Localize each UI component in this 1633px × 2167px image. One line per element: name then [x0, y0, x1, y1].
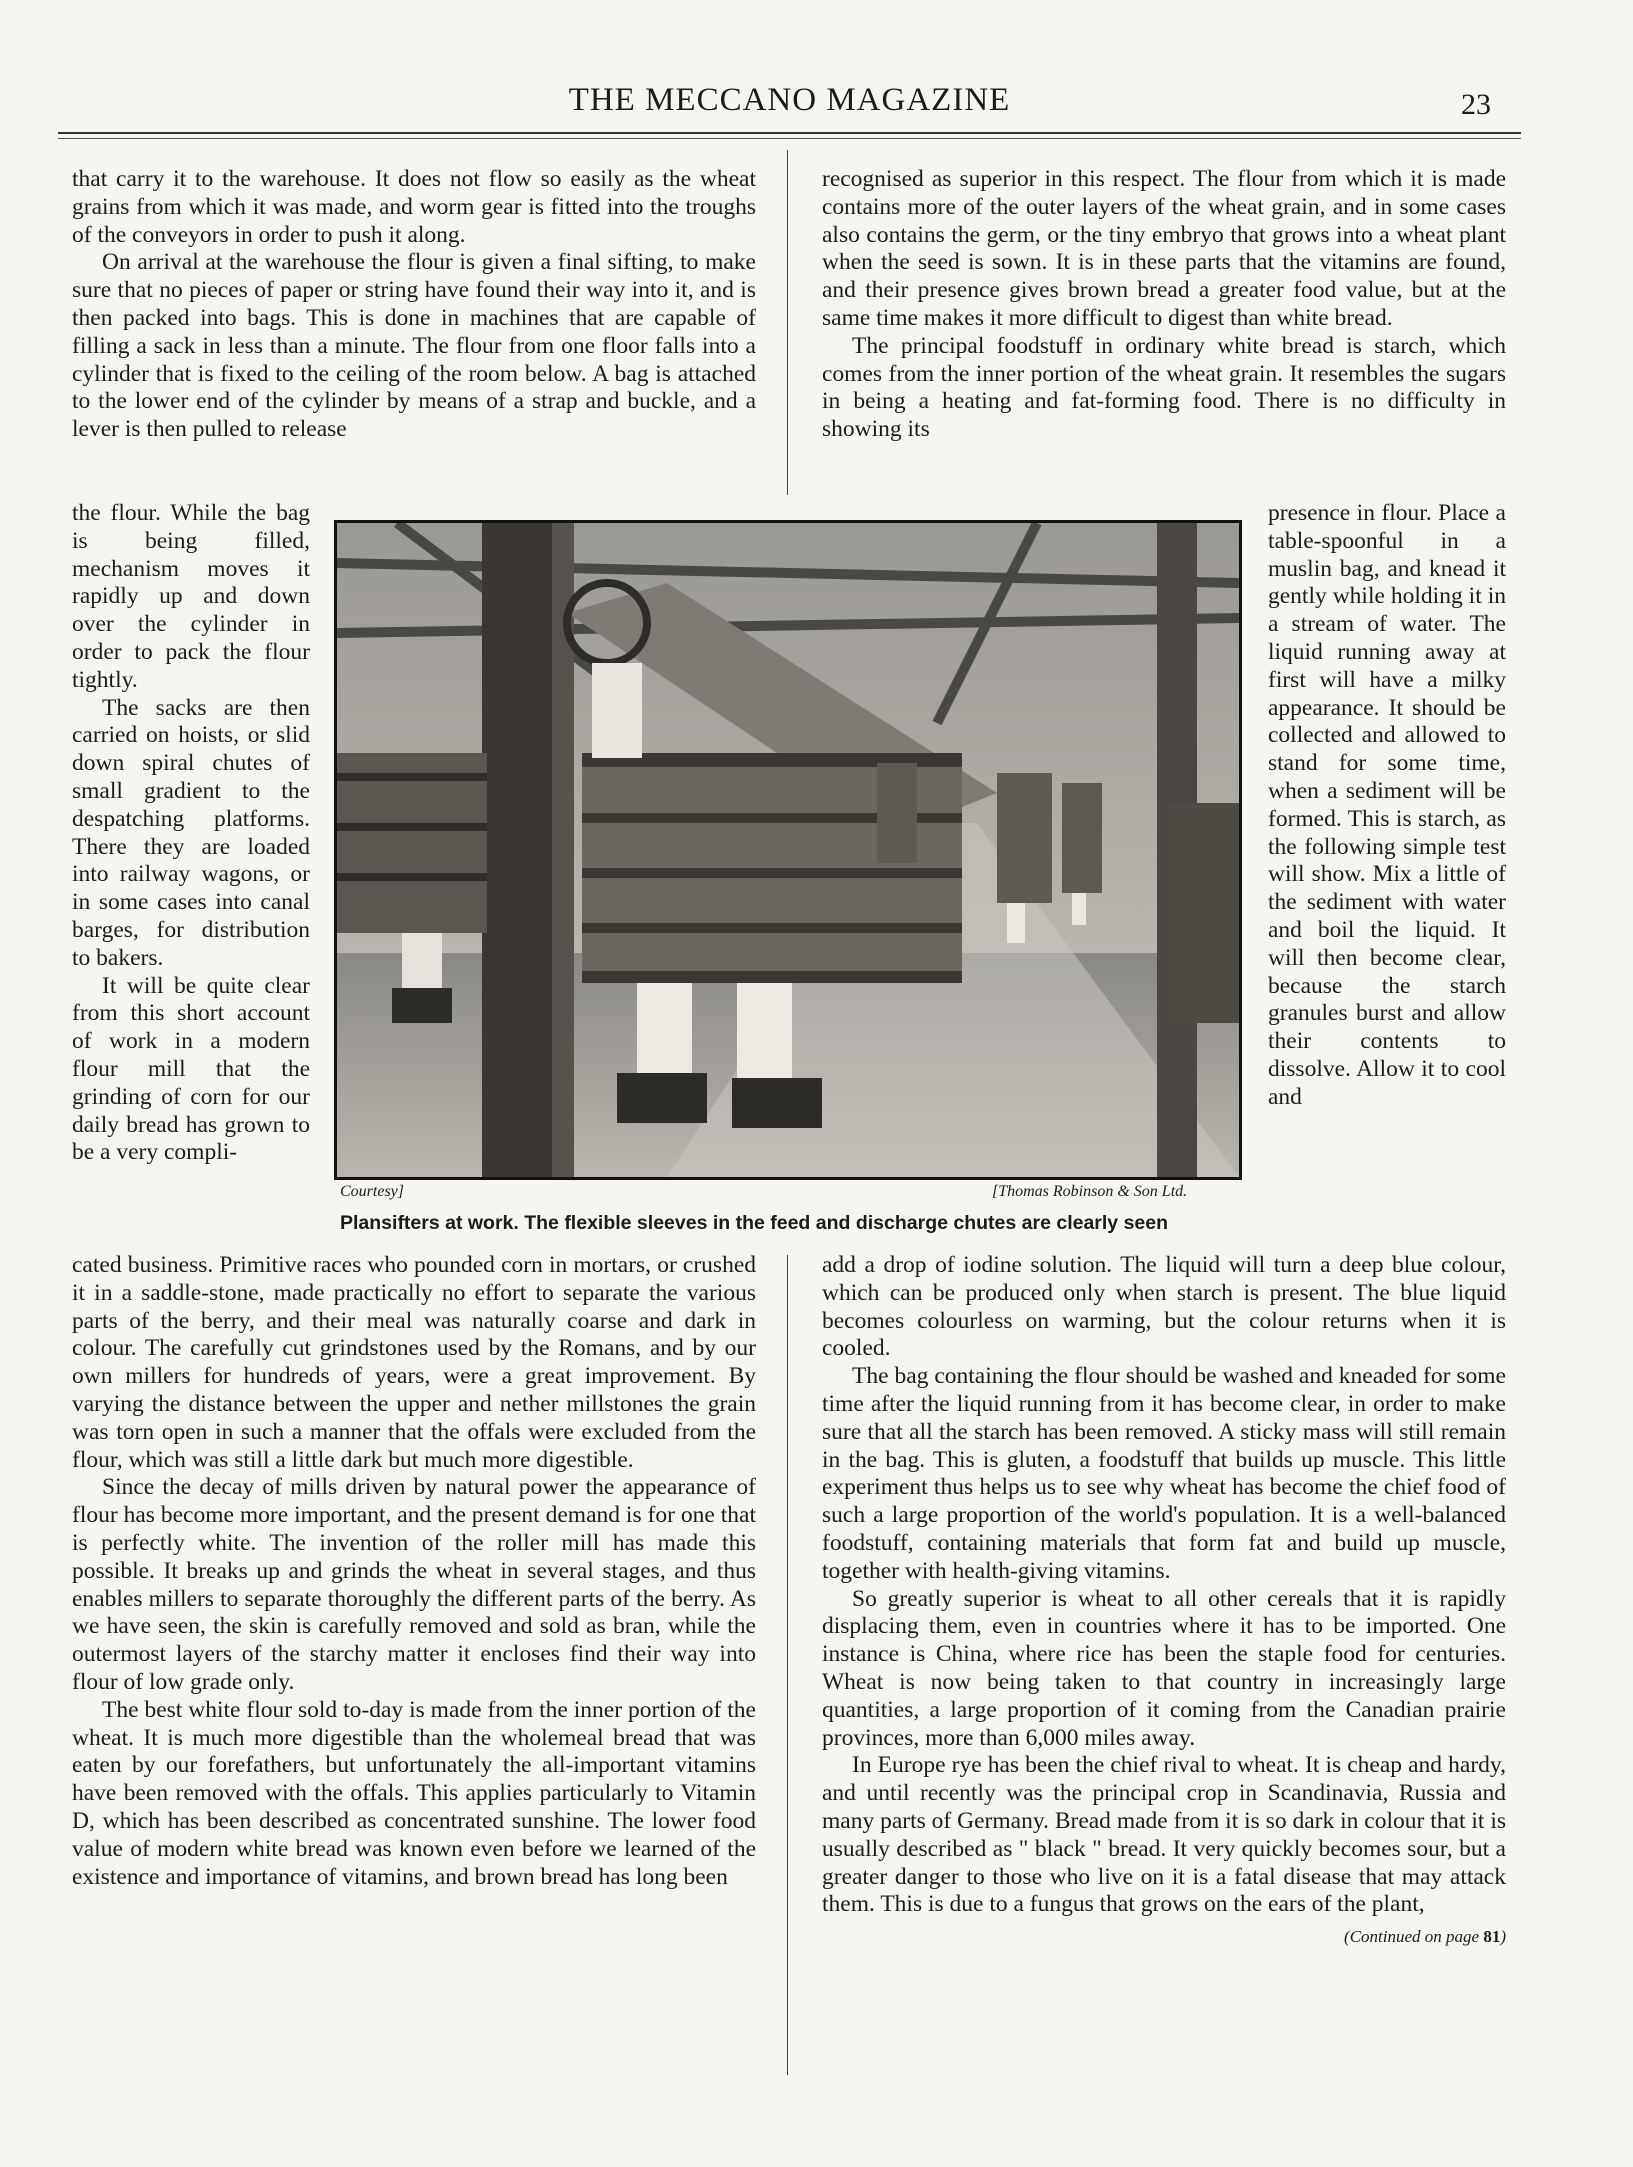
paragraph: cated business. Primitive races who pounded corn in mortars, or crushed it in a saddle-stone, made practically no effort to separate the various parts of the berry, and their meal was naturally coarse and dark in colour. The carefully cut grindstones used by the Romans, and by our own millers for hundreds of years, were a great improvement. By varying the distance between the upper and nether millstones the grain was torn open in such a manner that the offals were excluded from the flour, which was still a little dark but much more digestible. [72, 1252, 756, 1473]
paragraph: The best white flour sold to-day is made from the inner portion of the wheat. It is much more digestible than the wholemeal bread that was eaten by our forefathers, but unfortunately the all-important vitamins have been removed with the offals. This applies particularly to Vitamin D, which has been described as concentrated sunshine. The lower food value of modern white bread was known even before we learned of the existence and importance of vitamins, and brown bread has long been [72, 1696, 756, 1890]
paragraph: The bag containing the flour should be washed and kneaded for some time after the liquid running from it has become clear, in order to make sure that all the starch has been removed. A sticky mass will still remain in the bag. This is gluten, a foodstuff that builds up muscle. This little experiment thus helps us to see why wheat has become the chief food of such a large proportion of the world's population. It is a well-balanced foodstuff, containing materials that form fat and build up muscle, together with health-giving vitamins. [822, 1363, 1506, 1584]
continued-close: ) [1500, 1927, 1506, 1947]
continued-page: 81 [1483, 1927, 1501, 1947]
paragraph: add a drop of iodine solution. The liquid will turn a deep blue colour, which can be produced only when starch is present. The blue liquid becomes colourless on warming, but the colour returns when it is cooled. [822, 1252, 1506, 1362]
magazine-title: THE MECCANO MAGAZINE [568, 82, 1011, 118]
paragraph [822, 1752, 1506, 1947]
continued-text: (Continued on page [1344, 1927, 1484, 1947]
right-column-top [822, 166, 1506, 444]
mill-interior-image [337, 523, 1239, 1177]
page-number: 23 [1461, 88, 1491, 121]
left-column-bottom [72, 1252, 756, 1891]
right-column-narrow [1268, 500, 1506, 1112]
plansifters-photo [334, 520, 1242, 1180]
header-rule [58, 132, 1521, 134]
column-divider-bottom [787, 1255, 788, 2075]
column-divider-top [787, 150, 788, 495]
paragraph: On arrival at the warehouse the flour is given a final sifting, to make sure that no pieces of paper or string have found their way into it, and is then packed into bags. This is done in machines that are capable of filling a sack in less than a minute. The flour from one floor falls into a cylinder that is fixed to the ceiling of the room below. A bag is attached to the lower end of the cylinder by means of a strap and buckle, and a lever is then pulled to release [72, 249, 756, 443]
continued-note [1314, 1923, 1506, 1951]
paragraph: the flour. While the bag is being filled, mechanism moves it rapidly up and down over the cylinder in order to pack the flour tightly. [72, 500, 310, 693]
paragraph: It will be quite clear from this short account of work in a modern flour mill that the grinding of corn for our daily bread has grown to be a very compli- [72, 972, 310, 1166]
paragraph: So greatly superior is wheat to all other cereals that it is rapidly displacing them, even in countries where it has to be imported. One instance is China, where rice has been the staple food for centuries. Wheat is now being taken to that country in increasingly large quantities, a large proportion of it coming from the Canadian prairie provinces, more than 6,000 miles away. [822, 1585, 1506, 1751]
right-column-bottom [822, 1252, 1506, 1951]
paragraph: The sacks are then carried on hoists, or slid down spiral chutes of small gradient to the despatching platforms. There they are loaded into railway wagons, or in some cases into canal barges, for distribution to bakers. [72, 694, 310, 971]
paragraph: that carry it to the warehouse. It does not flow so easily as the wheat grains from which it was made, and worm gear is fitted into the troughs of the conveyors in order to push it along. [72, 166, 756, 248]
paragraph-text: In Europe rye has been the chief rival to wheat. It is cheap and hardy, and until recently was the principal crop in Scandinavia, Russia and many parts of Germany. Bread made from it is so dark in colour that it is usually described as " black " bread. It very quickly becomes sour, but a greater danger to those who live on it is a fatal disease that may attack them. This is due to a fungus that grows on the ears of the plant, [822, 1752, 1506, 1918]
paragraph: The principal foodstuff in ordinary white bread is starch, which comes from the inner portion of the wheat grain. It resembles the sugars in being a heating and fat-forming food. There is no difficulty in showing its [822, 332, 1506, 443]
paragraph: presence in flour. Place a table-spoonful in a muslin bag, and knead it gently while holding it in a stream of water. The liquid running away at first will have a milky appearance. It should be collected and allowed to stand for some time, when a sediment will be formed. This is starch, as the following simple test will show. Mix a little of the sediment with water and boil the liquid. It will then become clear, because the starch granules burst and allow their contents to dissolve. Allow it to cool and [1268, 500, 1506, 1110]
page-header [58, 78, 1521, 134]
paragraph: Since the decay of mills driven by natural power the appearance of flour has become more important, and the present demand is for one that is perfectly white. The invention of the roller mill has made this possible. It breaks up and grinds the wheat in several stages, and thus enables millers to separate thoroughly the different parts of the berry. As we have seen, the skin is carefully removed and sold as bran, while the outermost layers of the starchy matter it encloses find their way into flour of low grade only. [72, 1474, 756, 1695]
left-column-top [72, 166, 756, 444]
paragraph: recognised as superior in this respect. The flour from which it is made contains more of the outer layers of the wheat grain, and in some cases also contains the germ, or the tiny embryo that grows into a wheat plant when the seed is sown. It is in these parts that the vitamins are found, and their presence gives brown bread a greater food value, but at the same time makes it more difficult to digest than white bread. [822, 166, 1506, 331]
figure-caption: Plansifters at work. The flexible sleeves in the feed and discharge chutes are clearly seen [340, 1212, 1169, 1234]
header-rule-thin [58, 138, 1521, 139]
photo-credit-left: Courtesy] [340, 1183, 404, 1200]
photo-credit-right: [Thomas Robinson & Son Ltd. [992, 1183, 1188, 1200]
left-column-narrow [72, 500, 310, 1167]
